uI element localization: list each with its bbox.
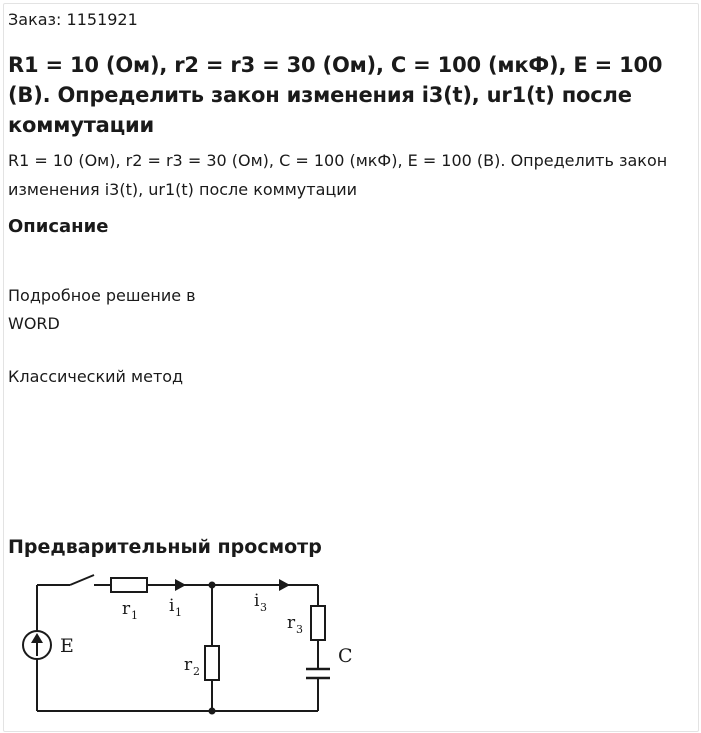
current-arrow-i3 (279, 579, 290, 591)
page-title: R1 = 10 (Ом), r2 = r3 = 30 (Ом), C = 100 (мкФ), E = 100 (В). Определить закон изменения i3(t), ur1(t) после коммутации (8, 53, 663, 137)
switch (70, 575, 94, 585)
preview-heading: Предварительный просмотр (8, 536, 322, 558)
label-r3-sub: 3 (296, 623, 303, 636)
node-top (209, 582, 216, 589)
method-text: Классический метод (8, 367, 184, 386)
order-line (8, 10, 138, 29)
label-i1: i (169, 596, 175, 616)
label-i3: i (254, 591, 260, 611)
label-r2-sub: 2 (193, 665, 200, 678)
label-i3-sub: 3 (260, 601, 267, 614)
label-r2: r (184, 655, 193, 675)
short-description: R1 = 10 (Ом), r2 = r3 = 30 (Ом), C = 100 (мкФ), E = 100 (В). Определить закон изменения i3(t), ur1(t) после коммутации (8, 151, 668, 199)
description-heading: Описание (8, 216, 109, 237)
label-source: E (60, 635, 74, 657)
resistor-r3 (311, 606, 325, 640)
label-r1-sub: 1 (131, 609, 138, 622)
description-line-1: Подробное решение в (8, 286, 196, 305)
label-i1-sub: 1 (175, 606, 182, 619)
label-r1: r (122, 599, 131, 619)
resistor-r2 (205, 646, 219, 680)
label-capacitor: C (338, 645, 353, 667)
current-arrow-i1 (175, 579, 186, 591)
node-bottom (209, 708, 216, 715)
label-r3: r (287, 613, 296, 633)
order-label: Заказ: (8, 10, 62, 29)
description-line-2: WORD (8, 314, 60, 333)
resistor-r1 (111, 578, 147, 592)
order-number: 1151921 (66, 10, 138, 29)
circuit-diagram (0, 566, 380, 726)
description-text (8, 282, 196, 338)
